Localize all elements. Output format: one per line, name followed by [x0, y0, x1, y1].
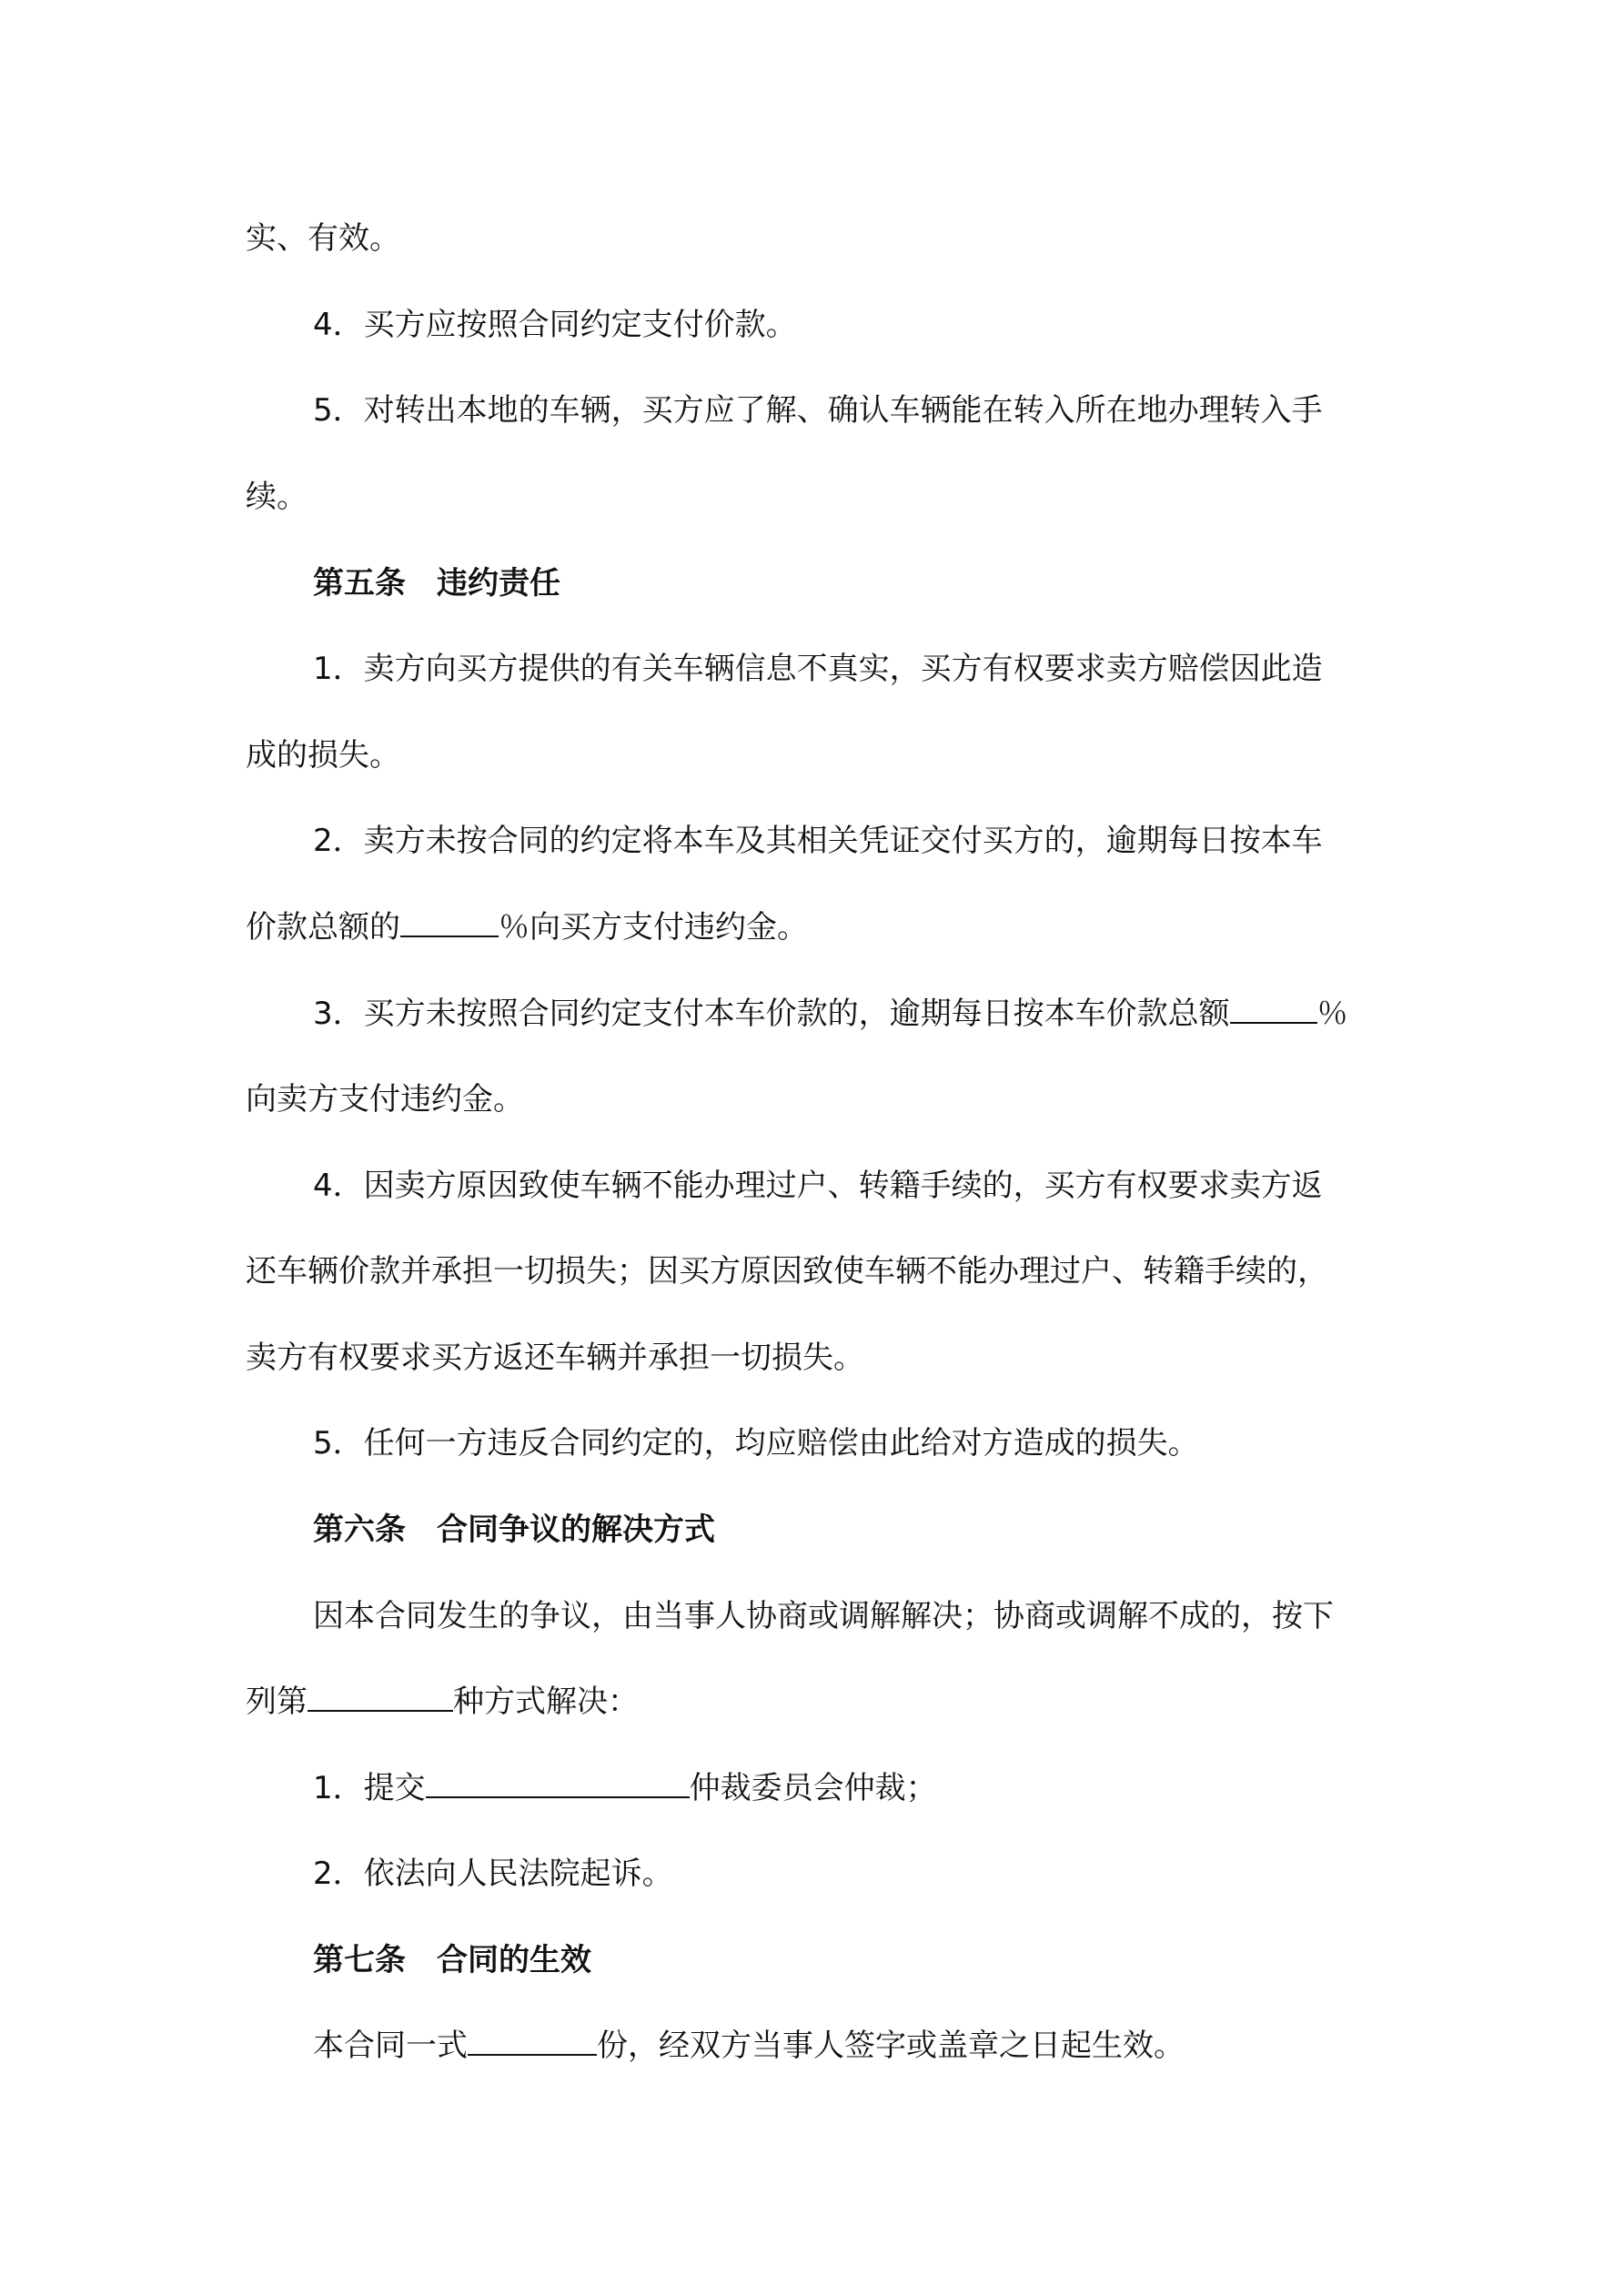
paragraph-line: [313, 1421, 1199, 1465]
paragraph-line: [246, 905, 808, 949]
text: 向卖方支付违约金。: [246, 1081, 524, 1118]
text: 1．卖方向买方提供的有关车辆信息不真实，买方有权要求卖方赔偿因此造: [313, 651, 1323, 687]
heading-text: 第六条 合同争议的解决方式: [313, 1512, 715, 1548]
fill-in-blank: [400, 906, 499, 937]
paragraph-line: [313, 992, 1348, 1036]
text: 价款总额的: [246, 909, 400, 946]
paragraph-line: [246, 217, 400, 260]
text: 4．因卖方原因致使车辆不能办理过户、转籍手续的，买方有权要求卖方返: [313, 1168, 1323, 1204]
paragraph-line: [313, 1594, 1334, 1638]
paragraph-line: [246, 1077, 524, 1121]
text: ％向买方支付违约金。: [499, 909, 808, 946]
section-heading: [313, 1508, 715, 1552]
paragraph-line: [313, 1852, 673, 1896]
text: 2．依法向人民法院起诉。: [313, 1856, 673, 1892]
heading-text: 第五条 违约责任: [313, 565, 560, 602]
text: 种方式解决：: [453, 1684, 639, 1720]
paragraph-line: [313, 303, 797, 347]
text: 实、有效。: [246, 220, 400, 257]
text: 份，经双方当事人签字或盖章之日起生效。: [597, 2028, 1185, 2064]
text: 4．买方应按照合同约定支付价款。: [313, 307, 797, 343]
paragraph-line: [313, 1164, 1323, 1208]
text: 列第: [246, 1684, 308, 1720]
paragraph-line: [246, 1336, 864, 1380]
fill-in-blank: [1230, 993, 1317, 1024]
text: ％: [1316, 996, 1348, 1032]
text: 2．卖方未按合同的约定将本车及其相关凭证交付买方的，逾期每日按本车: [313, 823, 1323, 859]
text: 续。: [246, 479, 308, 515]
section-heading: [313, 1938, 591, 1982]
text: 因本合同发生的争议，由当事人协商或调解解决；协商或调解不成的，按下: [313, 1598, 1334, 1634]
section-heading: [313, 561, 560, 605]
text: 5．对转出本地的车辆，买方应了解、确认车辆能在转入所在地办理转入手: [313, 392, 1323, 429]
paragraph-line: [313, 819, 1323, 863]
text: 成的损失。: [246, 737, 400, 774]
paragraph-line: [246, 1680, 639, 1724]
paragraph-line: [313, 2024, 1185, 2068]
paragraph-line: [313, 1766, 937, 1810]
paragraph-line: [313, 389, 1323, 432]
text: 1．提交: [313, 1770, 426, 1806]
text: 本合同一式: [313, 2028, 468, 2064]
fill-in-blank: [426, 1767, 690, 1798]
fill-in-blank: [308, 1681, 453, 1712]
heading-text: 第七条 合同的生效: [313, 1942, 591, 1978]
text: 卖方有权要求买方返还车辆并承担一切损失。: [246, 1340, 864, 1376]
paragraph-line: [313, 647, 1323, 691]
paragraph-line: [246, 733, 400, 777]
fill-in-blank: [468, 2025, 597, 2056]
paragraph-line: [246, 475, 308, 519]
text: 3．买方未按照合同约定支付本车价款的，逾期每日按本车价款总额: [313, 996, 1230, 1032]
paragraph-line: [246, 1249, 1328, 1293]
text: 还车辆价款并承担一切损失；因买方原因致使车辆不能办理过户、转籍手续的，: [246, 1253, 1328, 1290]
text: 5．任何一方违反合同约定的，均应赔偿由此给对方造成的损失。: [313, 1425, 1199, 1462]
text: 仲裁委员会仲裁；: [689, 1770, 937, 1806]
